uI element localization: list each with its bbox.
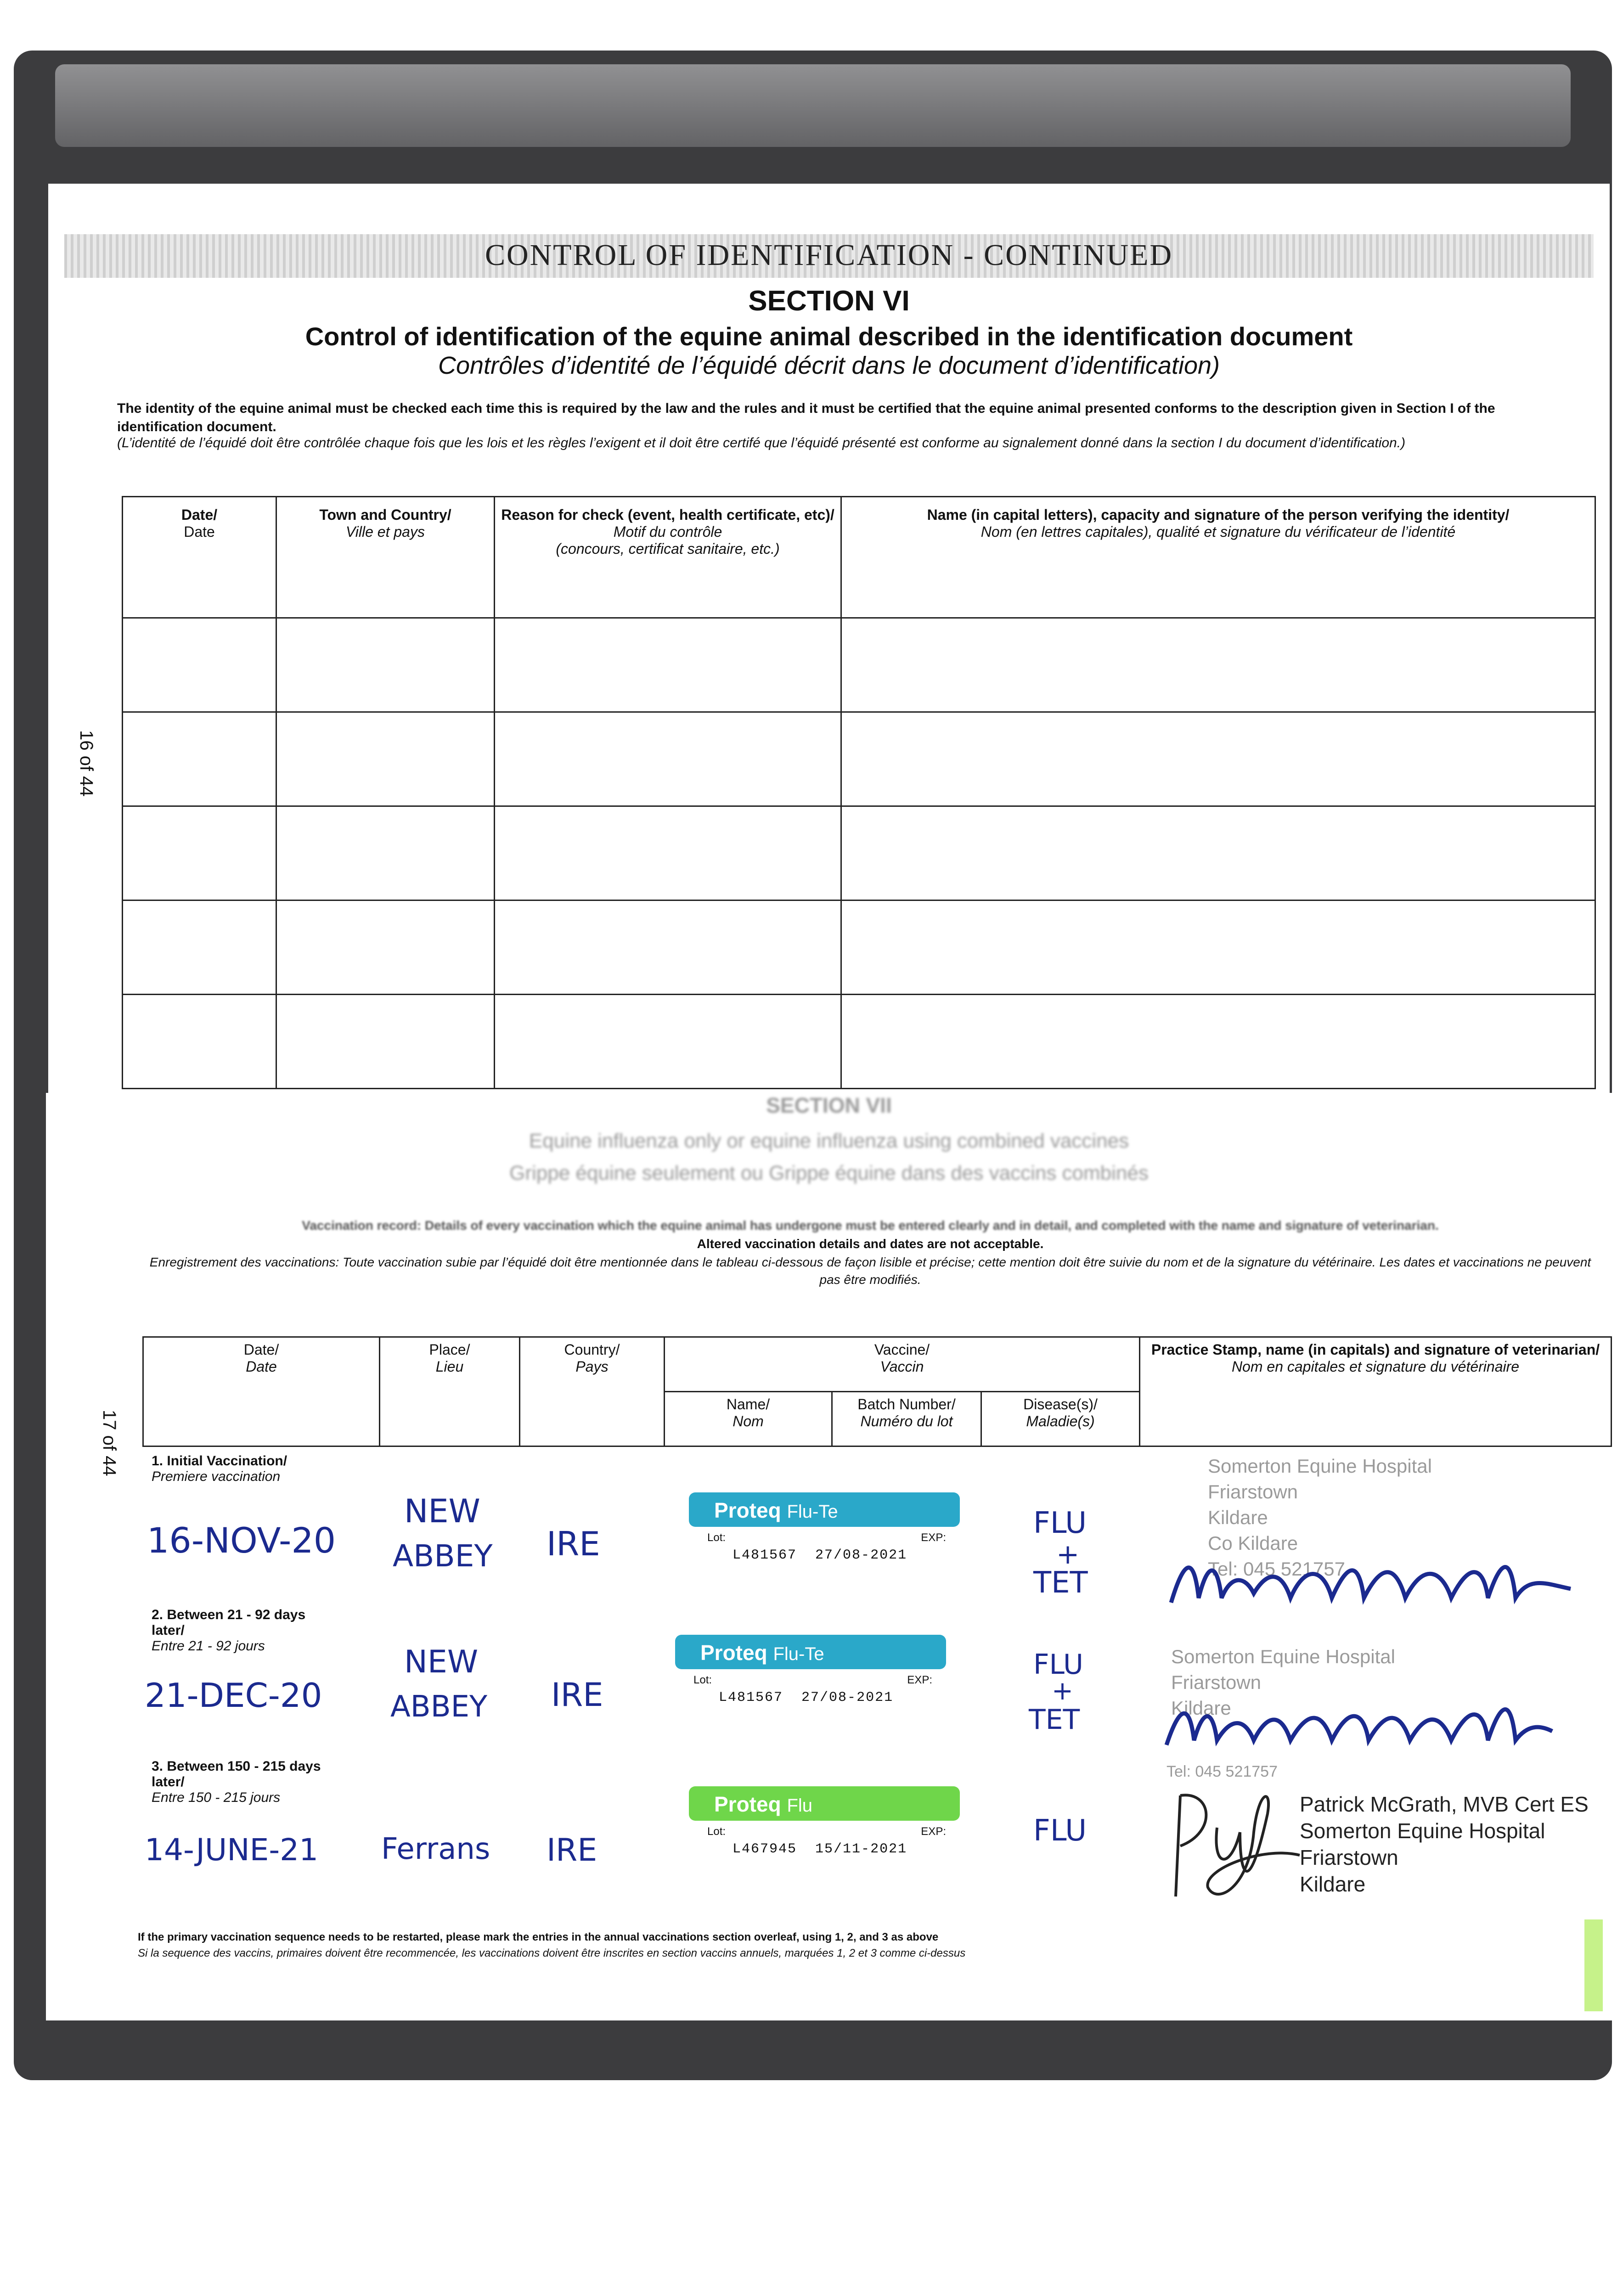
col-batch: Batch Number/ Numéro du lot xyxy=(832,1392,981,1446)
col-vaccine: Vaccine/ Vaccin xyxy=(665,1337,1140,1392)
intro-fr: (L’identité de l’équidé doit être contrôlée chaque fois que les lois et les règles l’exigent et il doit être certifé que l’équidé présenté est conforme au signalement donné dans la section I du document d’identification.) xyxy=(117,435,1406,450)
row-2-disease: TET xyxy=(1029,1704,1080,1736)
footnote-en: If the primary vaccination sequence needs to be restarted, please mark the entries in the annual vaccinations section overleaf, using 1, 2, and 3 as above xyxy=(138,1931,939,1943)
subtitle-fr-blurred: Grippe équine seulement ou Grippe équine dans des vaccins combinés xyxy=(509,1162,1149,1184)
exp-date: 15/11-2021 xyxy=(815,1841,907,1857)
vaccine-sticker xyxy=(689,1786,960,1864)
continued-banner xyxy=(64,234,1594,278)
row-3-disease: FLU xyxy=(1033,1814,1087,1848)
lot-label: Lot: xyxy=(707,1531,726,1544)
row-1-disease: FLU xyxy=(1033,1506,1087,1540)
page-number: 17 of 44 xyxy=(99,1410,119,1476)
sticker-brand: Proteq xyxy=(714,1792,781,1816)
lot-number: L481567 xyxy=(733,1548,797,1563)
sticker-brand: Proteq xyxy=(714,1498,781,1522)
exp-label: EXP: xyxy=(921,1825,946,1838)
row-1-date: 16-NOV-20 xyxy=(147,1520,336,1561)
lot-number: L481567 xyxy=(719,1690,783,1705)
row-2-disease: FLU xyxy=(1033,1649,1083,1681)
col-date: Date/ Date xyxy=(143,1337,380,1446)
col-stamp: Practice Stamp, name (in capitals) and signature of veterinarian/ Nom en capitales et signature du vétérinaire xyxy=(1140,1337,1612,1446)
row-3-country: IRE xyxy=(547,1832,597,1868)
col-disease: Disease(s)/ Maladie(s) xyxy=(981,1392,1140,1446)
exp-label: EXP: xyxy=(907,1674,932,1686)
row-1-country: IRE xyxy=(547,1525,600,1563)
col-town: Town and Country/ Ville et pays xyxy=(276,497,495,618)
row-1-place: NEW xyxy=(404,1492,480,1530)
green-tab xyxy=(1584,1919,1603,2011)
row-1-disease: TET xyxy=(1033,1566,1088,1600)
intro-en: The identity of the equine animal must be checked each time this is required by the law and the rules and it must be certified that the equine animal presented conforms to the description given in Section I of the identification document. xyxy=(117,401,1495,434)
practice-stamp: Somerton Equine Hospital Friarstown Kildare xyxy=(1171,1646,1395,1719)
lot-label: Lot: xyxy=(707,1825,726,1838)
table-row xyxy=(123,618,1595,712)
section-title: SECTION VI xyxy=(748,285,910,317)
row-2-place: ABBEY xyxy=(390,1690,488,1724)
sticker-brand: Proteq xyxy=(700,1641,767,1665)
subtitle-en: Control of identification of the equine animal described in the identification document xyxy=(305,322,1353,351)
row-2-disease: + xyxy=(1052,1676,1073,1706)
subtitle-en-blurred: Equine influenza only or equine influenza using combined vaccines xyxy=(529,1130,1129,1152)
row-3-label: 3. Between 150 - 215 days later/ Entre 150 - 215 jours xyxy=(152,1759,321,1805)
col-reason: Reason for check (event, health certificate, etc)/ Motif du contrôle (concours, certificat sanitaire, etc.) xyxy=(495,497,841,618)
vacc-intro-en: Vaccination record: Details of every vaccination which the equine animal has undergone must be entered clearly and in detail, and completed with the name and signature of veterinarian. xyxy=(302,1218,1439,1232)
row-1-label: 1. Initial Vaccination/ Premiere vaccination xyxy=(152,1453,287,1484)
exp-label: EXP: xyxy=(921,1531,946,1544)
table-row xyxy=(123,712,1595,806)
plastic-sleeve xyxy=(55,64,1571,147)
vaccine-sticker xyxy=(689,1492,960,1570)
signature xyxy=(1167,1548,1580,1616)
col-place: Place/ Lieu xyxy=(380,1337,520,1446)
practice-stamp: Somerton Equine Hospital Friarstown Kildare Co Kildare Tel: 045 521757 xyxy=(1208,1455,1432,1580)
practice-stamp-phone: Tel: 045 521757 xyxy=(1167,1763,1278,1780)
sticker-product: Flu-Te xyxy=(773,1644,824,1664)
vacc-intro-fr: Enregistrement des vaccinations: Toute vaccination subie par l’équidé doit être mentionnée dans le tableau ci-dessous de façon lisible et précise; cette mention doit être suivie du nom et de la signature du vétérinaire. Les dates et vaccinations ne peuvent pas être modifiés. xyxy=(149,1255,1591,1287)
vacc-intro-en2: Altered vaccination details and dates are not acceptable. xyxy=(697,1237,1044,1251)
row-3-date: 14-JUNE-21 xyxy=(145,1832,319,1868)
footnote-fr: Si la sequence des vaccins, primaires doivent être recommencée, les vaccinations doivent être inscrites en section vaccins annuels, marquées 1, 2 et 3 comme ci-dessus xyxy=(138,1947,966,1959)
vaccination-table xyxy=(142,1336,1612,1447)
lot-label: Lot: xyxy=(693,1674,712,1686)
vet-stamp: Patrick McGrath, MVB Cert ES Somerton Equine Hospital Friarstown Kildare xyxy=(1300,1792,1589,1896)
subtitle-fr: Contrôles d’identité de l’équidé décrit dans le document d’identification) xyxy=(438,352,1220,379)
signature xyxy=(1162,1777,1309,1915)
sticker-product: Flu-Te xyxy=(787,1502,838,1522)
col-date: Date/ Date xyxy=(123,497,276,618)
sticker-product: Flu xyxy=(787,1795,813,1816)
row-1-disease: + xyxy=(1056,1538,1080,1570)
row-1-place: ABBEY xyxy=(393,1538,493,1574)
col-name: Name/ Nom xyxy=(665,1392,832,1446)
lot-number: L467945 xyxy=(733,1841,797,1857)
identification-check-table xyxy=(122,496,1596,1089)
page-number: 16 of 44 xyxy=(76,730,96,797)
col-country: Country/ Pays xyxy=(520,1337,665,1446)
row-2-date: 21-DEC-20 xyxy=(145,1676,322,1715)
table-row xyxy=(123,806,1595,900)
vaccine-sticker xyxy=(675,1635,946,1713)
row-2-place: NEW xyxy=(404,1644,479,1680)
exp-date: 27/08-2021 xyxy=(801,1690,894,1705)
row-3-place: Ferrans xyxy=(381,1832,490,1866)
row-2-country: IRE xyxy=(551,1676,603,1714)
signature xyxy=(1162,1694,1557,1759)
table-row xyxy=(123,900,1595,995)
col-verifier: Name (in capital letters), capacity and signature of the person verifying the identity/ Nom (en lettres capitales), qualité et signature du vérificateur de l’identité xyxy=(841,497,1595,618)
table-row xyxy=(123,995,1595,1089)
exp-date: 27/08-2021 xyxy=(815,1548,907,1563)
section-vii-title: SECTION VII xyxy=(766,1093,892,1117)
banner-text: CONTROL OF IDENTIFICATION - CONTINUED xyxy=(485,238,1173,272)
row-2-label: 2. Between 21 - 92 days later/ Entre 21 - 92 jours xyxy=(152,1607,306,1654)
